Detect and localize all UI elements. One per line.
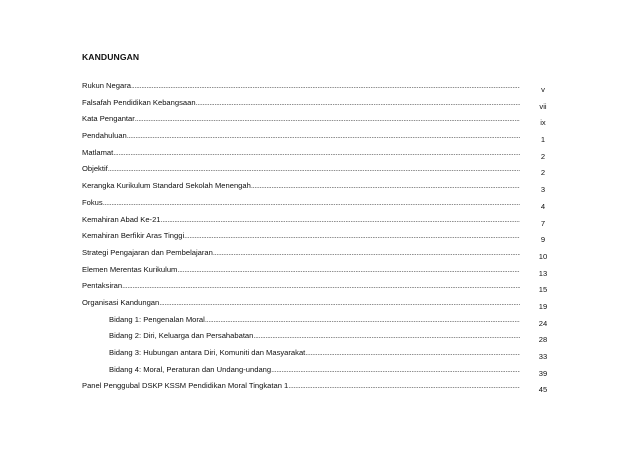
- toc-entry-label: Pendahuluan: [82, 131, 127, 141]
- dot-leader: [305, 347, 520, 359]
- toc-entry-label: Bidang 2: Diri, Keluarga dan Persahabatan: [109, 331, 254, 341]
- toc-page-number: 33: [538, 352, 548, 361]
- dot-leader: [161, 214, 520, 226]
- toc-page-number: 39: [538, 368, 548, 378]
- toc-entry-line: [82, 180, 520, 192]
- dot-leader: [213, 247, 520, 259]
- toc-entry-line: [109, 314, 520, 326]
- toc-entry[interactable]: [82, 347, 562, 364]
- page-title: KANDUNGAN: [82, 52, 140, 62]
- toc-page-number: 13: [538, 268, 548, 278]
- toc-page-number: 24: [538, 318, 548, 328]
- toc-entry-label: Kemahiran Berfikir Aras Tinggi: [82, 231, 185, 241]
- dot-leader: [127, 130, 520, 142]
- toc-entry-label: Strategi Pengajaran dan Pembelajaran: [82, 247, 213, 257]
- toc-entry[interactable]: [82, 180, 562, 197]
- dot-leader: [159, 297, 520, 309]
- toc-entry-line: [82, 197, 520, 209]
- dot-leader: [108, 163, 520, 175]
- toc-entry-label: Organisasi Kandungan: [82, 297, 160, 307]
- dot-leader: [135, 113, 520, 125]
- toc-entry-label: Elemen Merentas Kurikulum: [82, 264, 178, 274]
- toc-entry-label: Kerangka Kurikulum Standard Sekolah Menengah: [82, 181, 251, 191]
- toc-entry[interactable]: [82, 297, 562, 314]
- toc-page-number: 4: [540, 201, 546, 211]
- toc-entry[interactable]: [82, 214, 562, 231]
- dot-leader: [251, 180, 520, 192]
- toc-entry-line: [109, 347, 520, 359]
- toc-entry-line: [109, 364, 520, 376]
- toc-page-number: v: [541, 85, 545, 94]
- toc-entry-line: [82, 113, 520, 125]
- toc-entry-label: Kata Pengantar: [82, 114, 135, 124]
- toc-entry-label: Bidang 3: Hubungan antara Diri, Komuniti dan Masyarakat: [109, 348, 306, 357]
- toc-entry-line: [82, 264, 520, 276]
- toc-page-number: 2: [540, 151, 546, 161]
- dot-leader: [113, 147, 520, 159]
- toc-entry[interactable]: [82, 247, 562, 264]
- dot-leader: [271, 364, 520, 376]
- toc-entry[interactable]: [82, 330, 562, 347]
- toc-entry-label: Falsafah Pendidikan Kebangsaan: [82, 97, 196, 107]
- toc-entry-line: [82, 163, 520, 175]
- toc-entry[interactable]: [82, 80, 562, 97]
- toc-entry-label: Panel Penggubal DSKP KSSM Pendidikan Moral Tingkatan 1: [82, 381, 289, 391]
- toc-entry-line: [82, 80, 520, 92]
- toc-page-number: 9: [540, 235, 546, 245]
- toc-page-number: 10: [538, 251, 548, 261]
- dot-leader: [205, 314, 520, 326]
- toc-entry-label: Matlamat: [82, 147, 114, 157]
- toc-entry-line: [82, 214, 520, 226]
- toc-page-number: vii: [539, 101, 547, 111]
- toc-entry[interactable]: [82, 197, 562, 214]
- dot-leader: [288, 380, 520, 392]
- dot-leader: [177, 264, 520, 276]
- toc-entry[interactable]: [82, 280, 562, 297]
- toc-entry[interactable]: [82, 113, 562, 130]
- toc-page-number: ix: [540, 118, 546, 128]
- toc-page-number: 3: [540, 185, 546, 195]
- toc-page-number: 28: [538, 335, 548, 345]
- toc-entry-label: Objektif: [82, 164, 108, 174]
- toc-page-number: 45: [538, 385, 548, 395]
- toc-page-number: 1: [540, 135, 546, 145]
- toc-entry[interactable]: [82, 314, 562, 331]
- toc-entry[interactable]: [82, 230, 562, 247]
- toc-page-number: 7: [540, 218, 546, 228]
- toc-entry-line: [82, 147, 520, 159]
- toc-entry-label: Rukun Negara: [82, 81, 131, 90]
- dot-leader: [184, 230, 520, 242]
- dot-leader: [131, 80, 520, 92]
- toc-entry[interactable]: [82, 130, 562, 147]
- toc-entry-line: [82, 130, 520, 142]
- dot-leader: [196, 97, 520, 109]
- toc-entry-label: Bidang 1: Pengenalan Moral: [109, 314, 205, 324]
- toc-entry-line: [109, 330, 520, 342]
- toc-page-number: 2: [540, 168, 546, 178]
- toc-entry-line: [82, 247, 520, 259]
- dot-leader: [103, 197, 520, 209]
- toc-entry-line: [82, 97, 520, 109]
- table-of-contents: [82, 80, 562, 397]
- toc-entry[interactable]: [82, 364, 562, 381]
- dot-leader: [122, 280, 520, 292]
- toc-entry-label: Pentaksiran: [82, 281, 123, 291]
- toc-entry[interactable]: [82, 380, 562, 397]
- toc-page-number: 19: [538, 301, 548, 311]
- toc-entry-line: [82, 230, 520, 242]
- toc-entry[interactable]: [82, 163, 562, 180]
- toc-entry[interactable]: [82, 97, 562, 114]
- toc-entry[interactable]: [82, 264, 562, 281]
- dot-leader: [253, 330, 520, 342]
- toc-entry-line: [82, 280, 520, 292]
- toc-entry-label: Kemahiran Abad Ke-21: [82, 214, 161, 224]
- toc-entry-label: Fokus: [82, 197, 103, 207]
- toc-entry-line: [82, 297, 520, 309]
- toc-page-number: 15: [538, 285, 548, 295]
- toc-entry-label: Bidang 4: Moral, Peraturan dan Undang-undang: [109, 364, 272, 374]
- toc-entry-line: [82, 380, 520, 392]
- toc-entry[interactable]: [82, 147, 562, 164]
